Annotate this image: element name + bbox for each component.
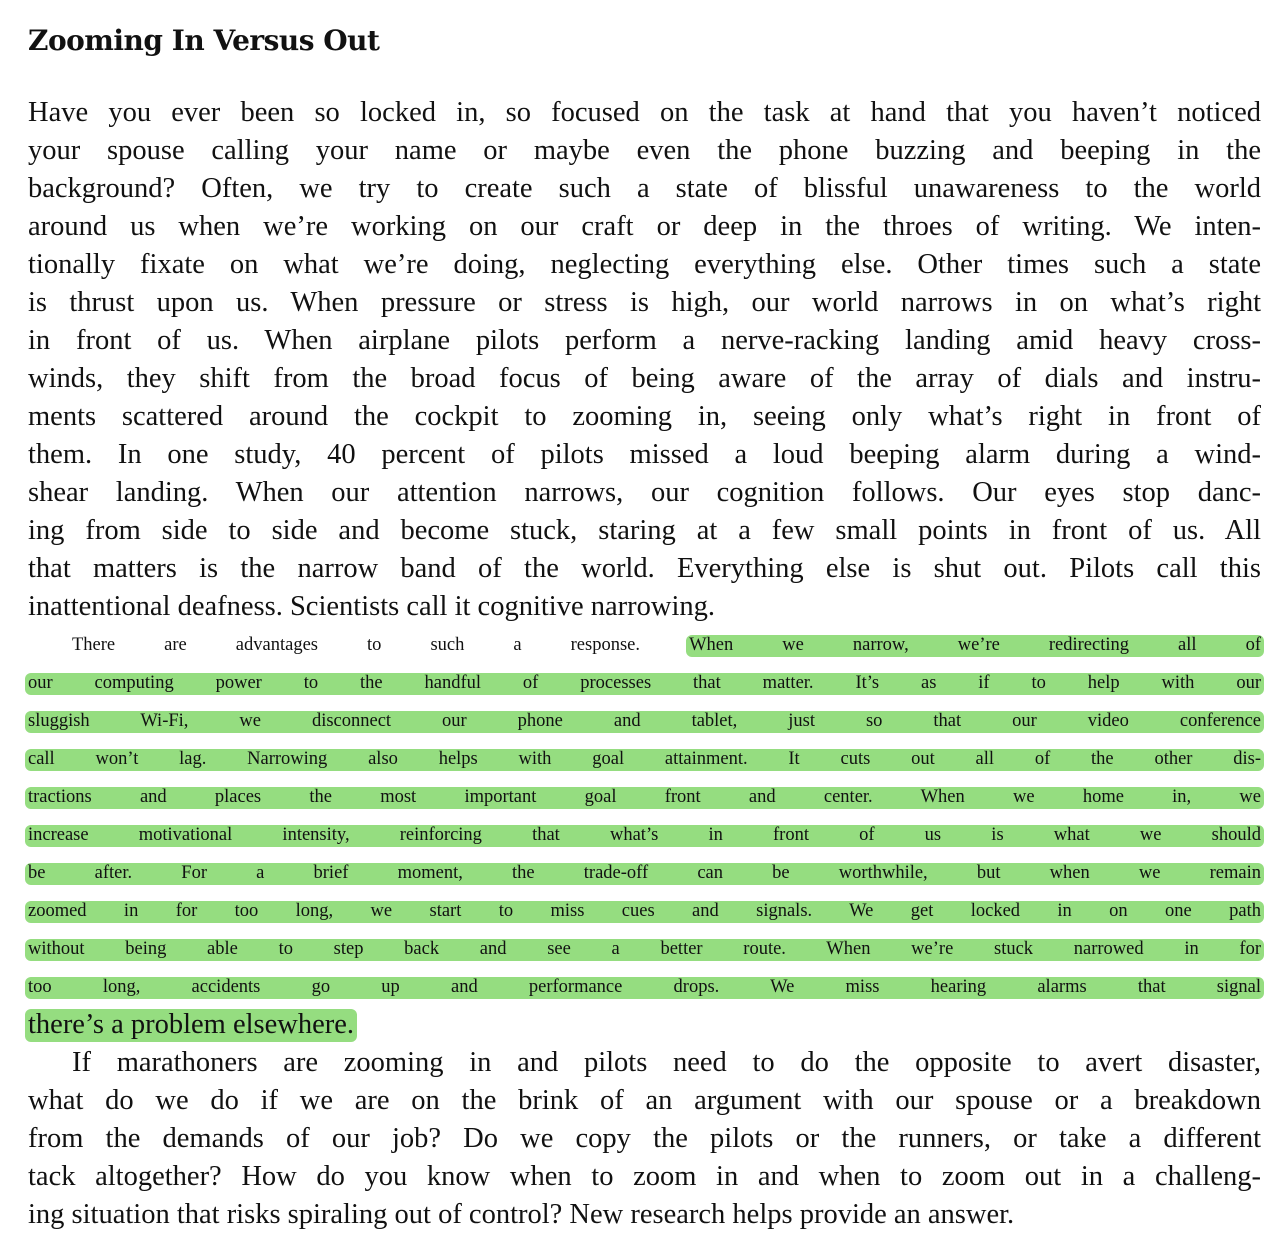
- text-line: ing situation that risks spiraling out of control? New research helps provide an answer.: [28, 1199, 1015, 1230]
- text-line: Have you ever been so locked in, so focused on the task at hand that you haven’t noticed: [28, 97, 1261, 128]
- text-line: in front of us. When airplane pilots perform a nerve-racking landing amid heavy cross-: [28, 325, 1261, 356]
- highlighted-text[interactable]: zoomed in for too long, we start to miss cues and signals. We get locked in on one path: [25, 901, 1264, 923]
- text-line: [28, 626, 1261, 664]
- highlighted-text[interactable]: increase motivational intensity, reinforcing that what’s in front of us is what we should: [25, 825, 1264, 847]
- text-line: [28, 1006, 1261, 1044]
- text-line: from the demands of our job? Do we copy the pilots or the runners, or take a different: [28, 1123, 1261, 1154]
- highlighted-text[interactable]: too long, accidents go up and performance drops. We miss hearing alarms that signal: [25, 977, 1264, 999]
- text-line: tack altogether? How do you know when to zoom in and when to zoom out in a challeng-: [28, 1161, 1261, 1192]
- highlighted-text[interactable]: our computing power to the handful of processes that matter. It’s as if to help with our: [25, 673, 1264, 695]
- text-line: them. In one study, 40 percent of pilots missed a loud beeping alarm during a wind-: [28, 439, 1261, 470]
- highlighted-text[interactable]: call won’t lag. Narrowing also helps with goal attainment. It cuts out all of the other dis-: [25, 749, 1264, 771]
- text-line: [28, 702, 1261, 740]
- text-line: [28, 854, 1261, 892]
- text-line: [28, 1044, 1261, 1082]
- text-line: that matters is the narrow band of the world. Everything else is shut out. Pilots call this: [28, 553, 1261, 584]
- text-line: [28, 664, 1261, 702]
- text-line: winds, they shift from the broad focus of being aware of the array of dials and instru-: [28, 363, 1261, 394]
- highlighted-text[interactable]: without being able to step back and see a better route. When we’re stuck narrowed in for: [25, 939, 1264, 961]
- text-line: [28, 892, 1261, 930]
- paragraph-lead-text: There are advantages to such a response.: [72, 635, 641, 655]
- text-line: ing from side to side and become stuck, staring at a few small points in front of us. All: [28, 515, 1261, 546]
- text-line: tionally fixate on what we’re doing, neglecting everything else. Other times such a state: [28, 249, 1261, 280]
- text-line: [28, 740, 1261, 778]
- highlighted-text[interactable]: When we narrow, we’re redirecting all of: [686, 635, 1264, 657]
- text-line: ments scattered around the cockpit to zooming in, seeing only what’s right in front of: [28, 401, 1261, 432]
- text-line: [28, 968, 1261, 1006]
- text-line: [28, 930, 1261, 968]
- section-heading: Zooming In Versus Out: [28, 24, 380, 57]
- text-line: [28, 778, 1261, 816]
- text-line: inattentional deafness. Scientists call it cognitive narrowing.: [28, 591, 715, 622]
- text-line: what do we do if we are on the brink of an argument with our spouse or a breakdown: [28, 1085, 1261, 1116]
- text-line: is thrust upon us. When pressure or stress is high, our world narrows in on what’s right: [28, 287, 1261, 318]
- highlighted-text[interactable]: there’s a problem elsewhere.: [25, 1009, 357, 1042]
- highlighted-text[interactable]: sluggish Wi-Fi, we disconnect our phone and tablet, just so that our video conference: [25, 711, 1264, 733]
- text-line: [28, 816, 1261, 854]
- text-line: around us when we’re working on our craft or deep in the throes of writing. We inten-: [28, 211, 1261, 242]
- text-line-content: If marathoners are zooming in and pilots need to do the opposite to avert disaster,: [72, 1047, 1261, 1078]
- text-line: background? Often, we try to create such a state of blissful unawareness to the world: [28, 173, 1261, 204]
- highlighted-text[interactable]: tractions and places the most important goal front and center. When we home in, we: [25, 787, 1264, 809]
- text-line: shear landing. When our attention narrows, our cognition follows. Our eyes stop danc-: [28, 477, 1261, 508]
- text-line: your spouse calling your name or maybe even the phone buzzing and beeping in the: [28, 135, 1261, 166]
- highlighted-text[interactable]: be after. For a brief moment, the trade-off can be worthwhile, but when we remain: [25, 863, 1264, 885]
